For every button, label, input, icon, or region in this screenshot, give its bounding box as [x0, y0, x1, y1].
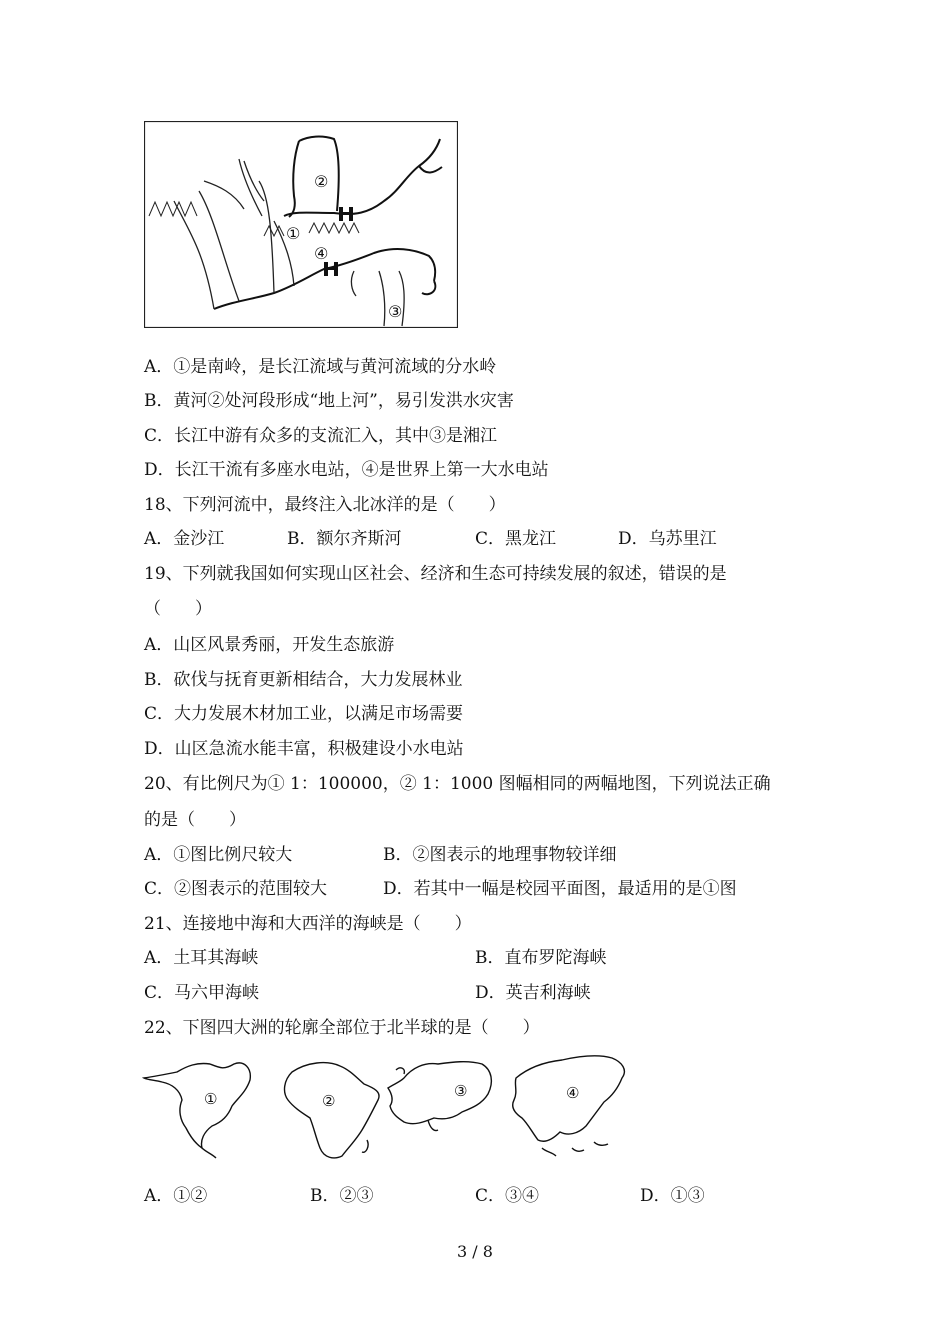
- q22-option-a: A．①②: [144, 1186, 208, 1206]
- q22-stem: 22、下图四大洲的轮廓全部位于北半球的是（ ）: [144, 1018, 540, 1038]
- q22-option-b: B．②③: [310, 1186, 374, 1206]
- q22-option-d: D．①③: [640, 1186, 705, 1206]
- q19-stem-line2: （ ）: [144, 599, 212, 619]
- continent-label-1: ①: [204, 1090, 218, 1108]
- q18-option-c: C．黑龙江: [475, 529, 557, 549]
- q22-option-c: C．③④: [475, 1186, 540, 1206]
- q17-option-b: B．黄河②处河段形成“地上河”，易引发洪水灾害: [144, 391, 514, 411]
- q19-option-d: D．山区急流水能丰富，积极建设小水电站: [144, 739, 464, 759]
- q20-option-b: B．②图表示的地理事物较详细: [383, 845, 617, 865]
- q19-option-b: B．砍伐与抚育更新相结合，大力发展林业: [144, 670, 463, 690]
- q17-option-d: D．长江干流有多座水电站，④是世界上第一大水电站: [144, 460, 549, 480]
- q17-option-a: A．①是南岭，是长江流域与黄河流域的分水岭: [144, 357, 497, 377]
- q20-option-d: D．若其中一幅是校园平面图，最适用的是①图: [383, 879, 737, 899]
- q21-option-d: D．英吉利海峡: [475, 983, 591, 1003]
- q17-option-c: C．长江中游有众多的支流汇入，其中③是湘江: [144, 426, 498, 446]
- q20-option-a: A．①图比例尺较大: [144, 845, 293, 865]
- map-label-3: ③: [388, 302, 403, 321]
- q20-stem-line2: 的是（ ）: [144, 810, 246, 830]
- map-label-1: ①: [286, 224, 301, 243]
- q18-option-b: B．额尔齐斯河: [287, 529, 402, 549]
- q21-option-c: C．马六甲海峡: [144, 983, 260, 1003]
- q21-option-a: A．土耳其海峡: [144, 948, 259, 968]
- map-label-4: ④: [314, 244, 329, 263]
- continent-label-4: ④: [566, 1084, 580, 1102]
- q21-stem: 21、连接地中海和大西洋的海峡是（ ）: [144, 914, 472, 934]
- q20-option-c: C．②图表示的范围较大: [144, 879, 328, 899]
- q21-option-b: B．直布罗陀海峡: [475, 948, 607, 968]
- page-number: 3 / 8: [457, 1242, 493, 1261]
- continents-figure: [142, 1048, 632, 1166]
- q18-option-a: A．金沙江: [144, 529, 225, 549]
- q19-stem-line1: 19、下列就我国如何实现山区社会、经济和生态可持续发展的叙述，错误的是: [144, 564, 727, 584]
- continent-label-2: ②: [322, 1092, 336, 1110]
- q18-option-d: D．乌苏里江: [618, 529, 717, 549]
- q19-option-a: A．山区风景秀丽，开发生态旅游: [144, 635, 395, 655]
- q18-stem: 18、下列河流中，最终注入北冰洋的是（ ）: [144, 495, 506, 515]
- river-map-figure: [144, 121, 458, 328]
- q19-option-c: C．大力发展木材加工业，以满足市场需要: [144, 704, 464, 724]
- map-label-2: ②: [314, 172, 329, 191]
- q20-stem-line1: 20、有比例尺为① 1：100000，② 1：1000 图幅相同的两幅地图，下列说法正确: [144, 774, 771, 794]
- continent-label-3: ③: [454, 1082, 468, 1100]
